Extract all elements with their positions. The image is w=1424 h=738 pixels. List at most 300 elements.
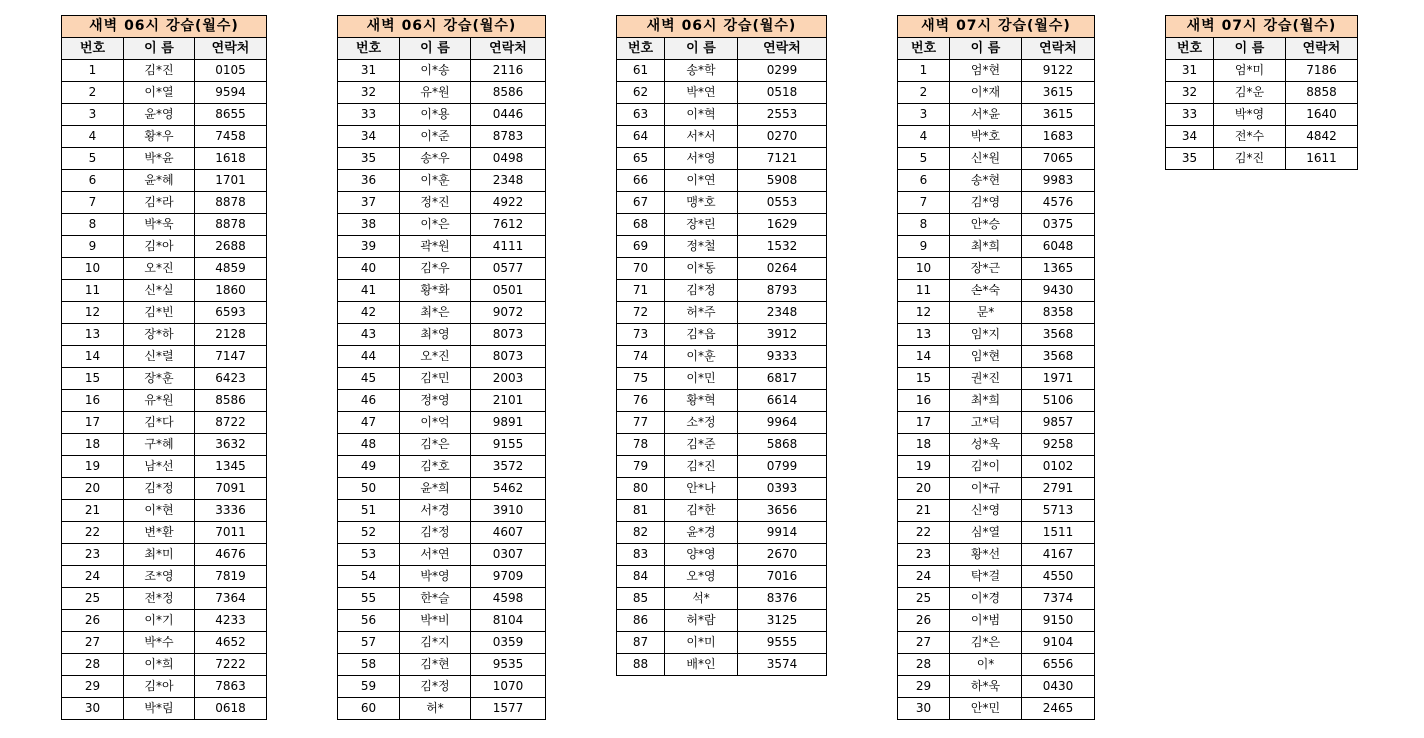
cell-number: 27 xyxy=(62,632,124,654)
cell-name: 임*지 xyxy=(950,324,1022,346)
cell-name: 장*린 xyxy=(665,214,738,236)
table-row xyxy=(338,126,546,148)
cell-contact: 1611 xyxy=(1286,148,1358,170)
cell-contact: 8376 xyxy=(738,588,827,610)
cell-number: 24 xyxy=(898,566,950,588)
cell-name: 장*하 xyxy=(124,324,195,346)
cell-name: 김*지 xyxy=(400,632,471,654)
cell-contact: 2101 xyxy=(471,390,546,412)
table-title: 새벽 06시 강습(월수) xyxy=(62,16,267,38)
header-contact: 연락처 xyxy=(1286,38,1358,60)
cell-name: 신*원 xyxy=(950,148,1022,170)
cell-contact: 9104 xyxy=(1022,632,1095,654)
cell-number: 20 xyxy=(62,478,124,500)
cell-name: 이*용 xyxy=(400,104,471,126)
table-row xyxy=(617,566,827,588)
cell-name: 신*실 xyxy=(124,280,195,302)
cell-name: 이*동 xyxy=(665,258,738,280)
cell-contact: 1070 xyxy=(471,676,546,698)
cell-number: 15 xyxy=(898,368,950,390)
cell-number: 61 xyxy=(617,60,665,82)
table-row xyxy=(338,104,546,126)
cell-number: 26 xyxy=(898,610,950,632)
cell-name: 박*영 xyxy=(400,566,471,588)
cell-contact: 7364 xyxy=(195,588,267,610)
cell-name: 김*영 xyxy=(950,192,1022,214)
cell-contact: 3572 xyxy=(471,456,546,478)
cell-contact: 1640 xyxy=(1286,104,1358,126)
table-title-row xyxy=(62,16,267,38)
table-row xyxy=(338,214,546,236)
table-row xyxy=(1166,126,1358,148)
table-row xyxy=(338,478,546,500)
cell-number: 82 xyxy=(617,522,665,544)
cell-contact: 2128 xyxy=(195,324,267,346)
cell-number: 7 xyxy=(62,192,124,214)
cell-number: 33 xyxy=(1166,104,1214,126)
cell-number: 8 xyxy=(898,214,950,236)
table-row xyxy=(898,192,1095,214)
cell-name: 오*영 xyxy=(665,566,738,588)
table-row xyxy=(898,632,1095,654)
cell-number: 44 xyxy=(338,346,400,368)
cell-number: 58 xyxy=(338,654,400,676)
cell-number: 72 xyxy=(617,302,665,324)
cell-number: 13 xyxy=(898,324,950,346)
cell-name: 맹*호 xyxy=(665,192,738,214)
cell-number: 83 xyxy=(617,544,665,566)
table-row xyxy=(62,302,267,324)
cell-number: 32 xyxy=(1166,82,1214,104)
cell-contact: 8722 xyxy=(195,412,267,434)
cell-contact: 0105 xyxy=(195,60,267,82)
cell-contact: 8073 xyxy=(471,324,546,346)
cell-contact: 5462 xyxy=(471,478,546,500)
cell-number: 16 xyxy=(62,390,124,412)
cell-contact: 9155 xyxy=(471,434,546,456)
table-row xyxy=(1166,82,1358,104)
cell-name: 탁*걸 xyxy=(950,566,1022,588)
cell-number: 19 xyxy=(62,456,124,478)
table-row xyxy=(338,324,546,346)
table-row xyxy=(898,610,1095,632)
table-row xyxy=(617,104,827,126)
roster-table-5 xyxy=(1165,15,1358,170)
cell-contact: 8586 xyxy=(471,82,546,104)
table-row xyxy=(338,192,546,214)
cell-name: 정*진 xyxy=(400,192,471,214)
table-row xyxy=(62,654,267,676)
cell-contact: 3632 xyxy=(195,434,267,456)
cell-number: 2 xyxy=(898,82,950,104)
table-row xyxy=(617,412,827,434)
cell-contact: 0501 xyxy=(471,280,546,302)
cell-contact: 7147 xyxy=(195,346,267,368)
cell-name: 변*환 xyxy=(124,522,195,544)
cell-number: 5 xyxy=(898,148,950,170)
table-row xyxy=(338,544,546,566)
cell-name: 이*규 xyxy=(950,478,1022,500)
cell-contact: 8793 xyxy=(738,280,827,302)
table-title-row xyxy=(1166,16,1358,38)
cell-number: 31 xyxy=(1166,60,1214,82)
table-row xyxy=(338,456,546,478)
cell-number: 10 xyxy=(62,258,124,280)
table-row xyxy=(338,676,546,698)
table-row xyxy=(898,126,1095,148)
cell-number: 37 xyxy=(338,192,400,214)
cell-name: 이*억 xyxy=(400,412,471,434)
roster-table-3 xyxy=(616,15,827,676)
cell-contact: 9072 xyxy=(471,302,546,324)
cell-contact: 9258 xyxy=(1022,434,1095,456)
cell-number: 78 xyxy=(617,434,665,456)
cell-name: 김*이 xyxy=(950,456,1022,478)
cell-contact: 8358 xyxy=(1022,302,1095,324)
cell-contact: 7011 xyxy=(195,522,267,544)
table-row xyxy=(338,654,546,676)
cell-contact: 4607 xyxy=(471,522,546,544)
cell-contact: 1701 xyxy=(195,170,267,192)
cell-name: 임*현 xyxy=(950,346,1022,368)
cell-contact: 0553 xyxy=(738,192,827,214)
cell-contact: 7186 xyxy=(1286,60,1358,82)
cell-number: 84 xyxy=(617,566,665,588)
cell-number: 11 xyxy=(898,280,950,302)
cell-name: 손*숙 xyxy=(950,280,1022,302)
table-row xyxy=(898,456,1095,478)
table-row xyxy=(617,192,827,214)
cell-name: 조*영 xyxy=(124,566,195,588)
table-row xyxy=(338,60,546,82)
cell-contact: 7121 xyxy=(738,148,827,170)
cell-name: 최*희 xyxy=(950,390,1022,412)
cell-contact: 3912 xyxy=(738,324,827,346)
table-row xyxy=(898,214,1095,236)
cell-number: 13 xyxy=(62,324,124,346)
cell-name: 이*기 xyxy=(124,610,195,632)
table-title: 새벽 07시 강습(월수) xyxy=(1166,16,1358,38)
table-row xyxy=(617,214,827,236)
cell-contact: 9430 xyxy=(1022,280,1095,302)
cell-contact: 3568 xyxy=(1022,346,1095,368)
table-row xyxy=(898,478,1095,500)
table-row xyxy=(898,170,1095,192)
cell-name: 이*민 xyxy=(665,368,738,390)
cell-name: 고*덕 xyxy=(950,412,1022,434)
cell-name: 남*선 xyxy=(124,456,195,478)
cell-contact: 9150 xyxy=(1022,610,1095,632)
cell-number: 66 xyxy=(617,170,665,192)
cell-number: 28 xyxy=(62,654,124,676)
cell-name: 오*진 xyxy=(400,346,471,368)
cell-number: 36 xyxy=(338,170,400,192)
header-number: 번호 xyxy=(898,38,950,60)
table-row xyxy=(617,588,827,610)
cell-contact: 0393 xyxy=(738,478,827,500)
cell-name: 서*연 xyxy=(400,544,471,566)
cell-name: 박*림 xyxy=(124,698,195,720)
table-row xyxy=(62,82,267,104)
cell-contact: 7374 xyxy=(1022,588,1095,610)
cell-number: 26 xyxy=(62,610,124,632)
cell-contact: 4576 xyxy=(1022,192,1095,214)
table-row xyxy=(898,258,1095,280)
cell-name: 이*범 xyxy=(950,610,1022,632)
cell-name: 윤*경 xyxy=(665,522,738,544)
cell-contact: 6593 xyxy=(195,302,267,324)
cell-contact: 2003 xyxy=(471,368,546,390)
cell-name: 하*욱 xyxy=(950,676,1022,698)
cell-contact: 3574 xyxy=(738,654,827,676)
header-contact: 연락처 xyxy=(1022,38,1095,60)
cell-name: 이*혁 xyxy=(665,104,738,126)
table-row xyxy=(62,478,267,500)
cell-number: 15 xyxy=(62,368,124,390)
cell-number: 5 xyxy=(62,148,124,170)
table-row xyxy=(62,456,267,478)
cell-number: 80 xyxy=(617,478,665,500)
cell-contact: 1629 xyxy=(738,214,827,236)
cell-number: 23 xyxy=(898,544,950,566)
table-row xyxy=(617,478,827,500)
cell-contact: 6817 xyxy=(738,368,827,390)
cell-contact: 9983 xyxy=(1022,170,1095,192)
column-header-row xyxy=(1166,38,1358,60)
cell-contact: 9122 xyxy=(1022,60,1095,82)
table-row xyxy=(338,434,546,456)
table-row xyxy=(898,522,1095,544)
cell-contact: 0577 xyxy=(471,258,546,280)
cell-name: 엄*현 xyxy=(950,60,1022,82)
cell-name: 이*연 xyxy=(665,170,738,192)
cell-number: 33 xyxy=(338,104,400,126)
cell-contact: 9709 xyxy=(471,566,546,588)
table-row xyxy=(338,610,546,632)
cell-name: 권*진 xyxy=(950,368,1022,390)
cell-name: 최*희 xyxy=(950,236,1022,258)
cell-name: 이*열 xyxy=(124,82,195,104)
cell-contact: 2553 xyxy=(738,104,827,126)
cell-name: 장*근 xyxy=(950,258,1022,280)
table-row xyxy=(898,544,1095,566)
cell-name: 박*비 xyxy=(400,610,471,632)
header-number: 번호 xyxy=(617,38,665,60)
cell-number: 25 xyxy=(898,588,950,610)
cell-number: 14 xyxy=(898,346,950,368)
cell-number: 32 xyxy=(338,82,400,104)
cell-number: 46 xyxy=(338,390,400,412)
cell-name: 김*아 xyxy=(124,236,195,258)
cell-number: 55 xyxy=(338,588,400,610)
cell-contact: 2791 xyxy=(1022,478,1095,500)
cell-number: 81 xyxy=(617,500,665,522)
table-row xyxy=(338,522,546,544)
cell-number: 77 xyxy=(617,412,665,434)
cell-name: 김*라 xyxy=(124,192,195,214)
cell-number: 79 xyxy=(617,456,665,478)
cell-number: 4 xyxy=(898,126,950,148)
cell-contact: 4167 xyxy=(1022,544,1095,566)
cell-number: 48 xyxy=(338,434,400,456)
cell-number: 85 xyxy=(617,588,665,610)
cell-name: 안*나 xyxy=(665,478,738,500)
cell-contact: 0359 xyxy=(471,632,546,654)
cell-number: 88 xyxy=(617,654,665,676)
cell-number: 87 xyxy=(617,632,665,654)
table-row xyxy=(338,566,546,588)
table-row xyxy=(617,82,827,104)
cell-contact: 1577 xyxy=(471,698,546,720)
cell-name: 신*영 xyxy=(950,500,1022,522)
table-row xyxy=(898,390,1095,412)
cell-number: 22 xyxy=(898,522,950,544)
table-row xyxy=(617,390,827,412)
cell-name: 김*현 xyxy=(400,654,471,676)
cell-contact: 4842 xyxy=(1286,126,1358,148)
cell-contact: 0518 xyxy=(738,82,827,104)
table-row xyxy=(62,610,267,632)
cell-contact: 1365 xyxy=(1022,258,1095,280)
cell-number: 24 xyxy=(62,566,124,588)
cell-name: 서*경 xyxy=(400,500,471,522)
cell-contact: 8586 xyxy=(195,390,267,412)
cell-name: 박*영 xyxy=(1214,104,1286,126)
cell-contact: 0498 xyxy=(471,148,546,170)
cell-number: 60 xyxy=(338,698,400,720)
table-row xyxy=(617,368,827,390)
cell-name: 서*영 xyxy=(665,148,738,170)
table-row xyxy=(62,588,267,610)
cell-name: 정*철 xyxy=(665,236,738,258)
cell-contact: 0618 xyxy=(195,698,267,720)
table-row xyxy=(898,654,1095,676)
cell-number: 16 xyxy=(898,390,950,412)
cell-name: 이*훈 xyxy=(400,170,471,192)
cell-contact: 6556 xyxy=(1022,654,1095,676)
header-contact: 연락처 xyxy=(471,38,546,60)
column-header-row xyxy=(338,38,546,60)
table-title-row xyxy=(617,16,827,38)
cell-name: 이*경 xyxy=(950,588,1022,610)
cell-contact: 3568 xyxy=(1022,324,1095,346)
cell-name: 소*정 xyxy=(665,412,738,434)
cell-name: 송*우 xyxy=(400,148,471,170)
table-row xyxy=(338,148,546,170)
cell-contact: 6614 xyxy=(738,390,827,412)
cell-contact: 2348 xyxy=(738,302,827,324)
cell-number: 27 xyxy=(898,632,950,654)
table-row xyxy=(898,324,1095,346)
cell-contact: 1618 xyxy=(195,148,267,170)
cell-name: 윤*혜 xyxy=(124,170,195,192)
cell-number: 63 xyxy=(617,104,665,126)
cell-number: 71 xyxy=(617,280,665,302)
cell-contact: 4598 xyxy=(471,588,546,610)
roster-table-1 xyxy=(61,15,267,720)
cell-name: 박*욱 xyxy=(124,214,195,236)
table-row xyxy=(1166,148,1358,170)
cell-name: 전*정 xyxy=(124,588,195,610)
cell-contact: 9594 xyxy=(195,82,267,104)
cell-contact: 2116 xyxy=(471,60,546,82)
cell-number: 43 xyxy=(338,324,400,346)
cell-number: 34 xyxy=(338,126,400,148)
table-row xyxy=(617,302,827,324)
cell-number: 30 xyxy=(898,698,950,720)
table-row xyxy=(898,104,1095,126)
table-row xyxy=(338,346,546,368)
table-row xyxy=(1166,60,1358,82)
cell-name: 유*원 xyxy=(400,82,471,104)
table-row xyxy=(898,566,1095,588)
cell-number: 12 xyxy=(898,302,950,324)
cell-number: 39 xyxy=(338,236,400,258)
table-row xyxy=(617,170,827,192)
table-row xyxy=(62,368,267,390)
cell-number: 86 xyxy=(617,610,665,632)
table-row xyxy=(62,544,267,566)
cell-name: 송*학 xyxy=(665,60,738,82)
cell-contact: 1971 xyxy=(1022,368,1095,390)
table-row xyxy=(898,346,1095,368)
cell-number: 1 xyxy=(62,60,124,82)
cell-contact: 8073 xyxy=(471,346,546,368)
cell-name: 박*연 xyxy=(665,82,738,104)
cell-name: 김*은 xyxy=(950,632,1022,654)
cell-contact: 0446 xyxy=(471,104,546,126)
cell-name: 윤*희 xyxy=(400,478,471,500)
cell-contact: 4233 xyxy=(195,610,267,632)
table-row xyxy=(617,522,827,544)
cell-number: 31 xyxy=(338,60,400,82)
cell-name: 김*호 xyxy=(400,456,471,478)
cell-contact: 5106 xyxy=(1022,390,1095,412)
cell-contact: 8878 xyxy=(195,192,267,214)
table-row xyxy=(338,82,546,104)
table-row xyxy=(62,632,267,654)
cell-contact: 3615 xyxy=(1022,104,1095,126)
cell-number: 73 xyxy=(617,324,665,346)
table-row xyxy=(62,170,267,192)
cell-name: 이*은 xyxy=(400,214,471,236)
cell-name: 박*수 xyxy=(124,632,195,654)
table-title-row xyxy=(898,16,1095,38)
table-title: 새벽 06시 강습(월수) xyxy=(338,16,546,38)
cell-name: 안*민 xyxy=(950,698,1022,720)
cell-name: 유*원 xyxy=(124,390,195,412)
table-row xyxy=(62,258,267,280)
cell-number: 12 xyxy=(62,302,124,324)
cell-name: 허*주 xyxy=(665,302,738,324)
cell-name: 김*은 xyxy=(400,434,471,456)
table-row xyxy=(62,280,267,302)
cell-number: 18 xyxy=(62,434,124,456)
cell-number: 67 xyxy=(617,192,665,214)
cell-number: 38 xyxy=(338,214,400,236)
cell-contact: 9857 xyxy=(1022,412,1095,434)
cell-contact: 8783 xyxy=(471,126,546,148)
cell-name: 허* xyxy=(400,698,471,720)
cell-name: 김*읍 xyxy=(665,324,738,346)
cell-name: 박*윤 xyxy=(124,148,195,170)
cell-name: 엄*미 xyxy=(1214,60,1286,82)
cell-contact: 7016 xyxy=(738,566,827,588)
cell-contact: 4652 xyxy=(195,632,267,654)
cell-number: 76 xyxy=(617,390,665,412)
cell-contact: 0375 xyxy=(1022,214,1095,236)
table-row xyxy=(898,698,1095,720)
